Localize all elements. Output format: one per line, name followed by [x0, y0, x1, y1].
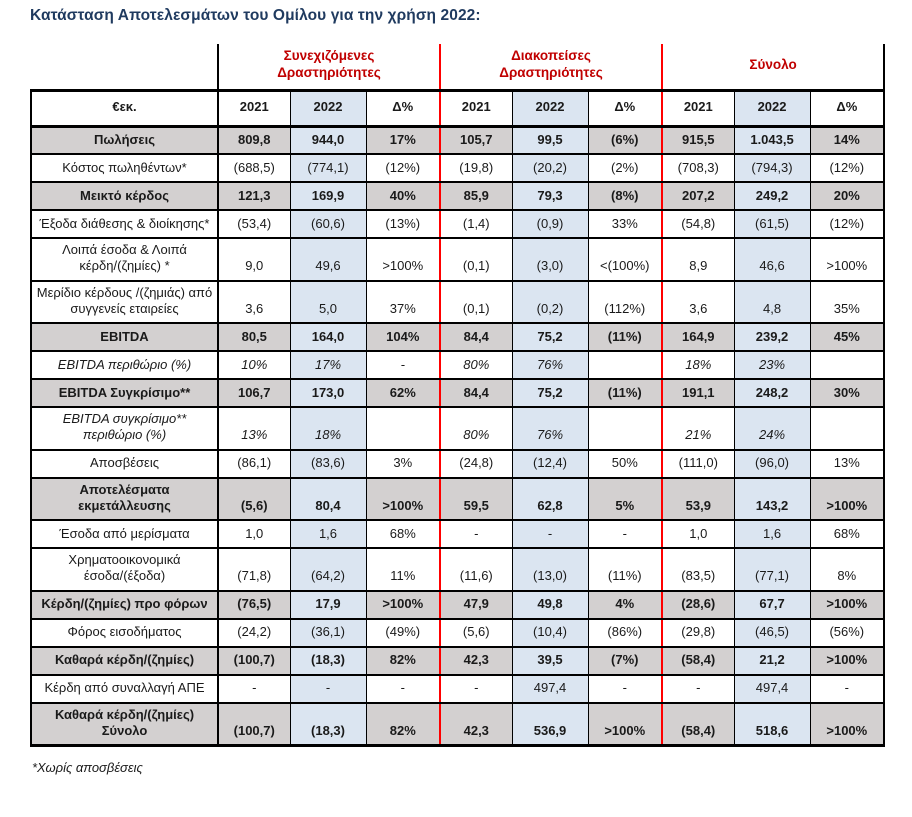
value-cell: 164,0	[290, 323, 366, 351]
col-header-total-2022: 2022	[734, 90, 810, 126]
table-row	[31, 126, 884, 154]
value-cell: 42,3	[440, 647, 512, 675]
value-cell: 84,4	[440, 379, 512, 407]
table-row	[31, 210, 884, 238]
value-cell: (5,6)	[440, 619, 512, 647]
value-cell: (54,8)	[662, 210, 734, 238]
row-label: Αποσβέσεις	[31, 450, 218, 478]
value-cell: (20,2)	[512, 154, 588, 182]
value-cell: 30%	[810, 379, 884, 407]
value-cell: 47,9	[440, 591, 512, 619]
value-cell: 13%	[810, 450, 884, 478]
unit-label: €εκ.	[31, 90, 218, 126]
value-cell: (0,1)	[440, 281, 512, 324]
value-cell: 37%	[366, 281, 440, 324]
value-cell: -	[440, 520, 512, 548]
value-cell: 14%	[810, 126, 884, 154]
value-cell: 249,2	[734, 182, 810, 210]
table-row	[31, 647, 884, 675]
table-row	[31, 323, 884, 351]
value-cell	[810, 351, 884, 379]
value-cell: (10,4)	[512, 619, 588, 647]
value-cell: (0,1)	[440, 238, 512, 281]
value-cell: (100,7)	[218, 703, 290, 746]
value-cell: 4%	[588, 591, 662, 619]
group-header-total	[662, 44, 884, 90]
value-cell: 76%	[512, 351, 588, 379]
value-cell: (5,6)	[218, 478, 290, 521]
value-cell: (28,6)	[662, 591, 734, 619]
value-cell: >100%	[810, 703, 884, 746]
value-cell: (77,1)	[734, 548, 810, 591]
value-cell: 53,9	[662, 478, 734, 521]
value-cell: (76,5)	[218, 591, 290, 619]
value-cell: 68%	[366, 520, 440, 548]
value-cell: (36,1)	[290, 619, 366, 647]
row-label: Μερίδιο κέρδους /(ζημιάς) από συγγενείς εταιρείες	[31, 281, 218, 324]
value-cell: (3,0)	[512, 238, 588, 281]
table-row	[31, 548, 884, 591]
value-cell: (64,2)	[290, 548, 366, 591]
value-cell: 1,6	[290, 520, 366, 548]
value-cell: 76%	[512, 407, 588, 450]
table-row	[31, 238, 884, 281]
value-cell: 9,0	[218, 238, 290, 281]
value-cell: 84,4	[440, 323, 512, 351]
table-row	[31, 478, 884, 521]
col-header-continuing-delta: Δ%	[366, 90, 440, 126]
value-cell: 518,6	[734, 703, 810, 746]
value-cell	[810, 407, 884, 450]
value-cell: 1,0	[662, 520, 734, 548]
value-cell: (100,7)	[218, 647, 290, 675]
value-cell: 169,9	[290, 182, 366, 210]
value-cell: 49,8	[512, 591, 588, 619]
row-label: Φόρος εισοδήματος	[31, 619, 218, 647]
value-cell: >100%	[366, 591, 440, 619]
income-statement-table	[30, 44, 885, 747]
value-cell: 17%	[366, 126, 440, 154]
value-cell: 82%	[366, 647, 440, 675]
row-label: Πωλήσεις	[31, 126, 218, 154]
col-header-total-2021: 2021	[662, 90, 734, 126]
value-cell: (13,0)	[512, 548, 588, 591]
row-label: Χρηματοοικονομικά έσοδα/(έξοδα)	[31, 548, 218, 591]
table-row	[31, 154, 884, 182]
value-cell: >100%	[366, 238, 440, 281]
row-label: EBITDA συγκρίσιμο** περιθώριο (%)	[31, 407, 218, 450]
value-cell: 21%	[662, 407, 734, 450]
value-cell: 79,3	[512, 182, 588, 210]
value-cell: 173,0	[290, 379, 366, 407]
value-cell: (61,5)	[734, 210, 810, 238]
value-cell: 10%	[218, 351, 290, 379]
col-header-discontinued-2022: 2022	[512, 90, 588, 126]
value-cell: (11%)	[588, 548, 662, 591]
value-cell: 21,2	[734, 647, 810, 675]
value-cell: 239,2	[734, 323, 810, 351]
value-cell: (29,8)	[662, 619, 734, 647]
value-cell: (18,3)	[290, 647, 366, 675]
value-cell: 23%	[734, 351, 810, 379]
row-label: Κέρδη/(ζημίες) προ φόρων	[31, 591, 218, 619]
value-cell: (24,2)	[218, 619, 290, 647]
value-cell: 3,6	[662, 281, 734, 324]
value-cell: 207,2	[662, 182, 734, 210]
value-cell: 105,7	[440, 126, 512, 154]
value-cell: 99,5	[512, 126, 588, 154]
value-cell: 68%	[810, 520, 884, 548]
value-cell: (111,0)	[662, 450, 734, 478]
value-cell: (58,4)	[662, 703, 734, 746]
value-cell: 1,0	[218, 520, 290, 548]
value-cell: 143,2	[734, 478, 810, 521]
value-cell: 85,9	[440, 182, 512, 210]
row-label: EBITDA περιθώριο (%)	[31, 351, 218, 379]
value-cell: -	[290, 675, 366, 703]
value-cell: (1,4)	[440, 210, 512, 238]
table-row	[31, 281, 884, 324]
row-label: EBITDA	[31, 323, 218, 351]
value-cell: (7%)	[588, 647, 662, 675]
group-header-continuing	[218, 44, 440, 90]
group-header-row	[31, 44, 884, 90]
value-cell: 106,7	[218, 379, 290, 407]
value-cell: 191,1	[662, 379, 734, 407]
value-cell: 11%	[366, 548, 440, 591]
value-cell: 3,6	[218, 281, 290, 324]
value-cell: (794,3)	[734, 154, 810, 182]
value-cell: (11%)	[588, 323, 662, 351]
value-cell: 82%	[366, 703, 440, 746]
value-cell: 5%	[588, 478, 662, 521]
value-cell: (53,4)	[218, 210, 290, 238]
value-cell: 50%	[588, 450, 662, 478]
footnote: *Χωρίς αποσβέσεις	[32, 760, 143, 775]
table-row	[31, 182, 884, 210]
value-cell: 59,5	[440, 478, 512, 521]
value-cell: 17,9	[290, 591, 366, 619]
value-cell: (49%)	[366, 619, 440, 647]
row-label: Κέρδη από συναλλαγή ΑΠΕ	[31, 675, 218, 703]
group-header-discontinued-label: Διακοπείσες Δραστηριότητες	[499, 48, 603, 81]
value-cell: 1,6	[734, 520, 810, 548]
row-label: Καθαρά κέρδη/(ζημίες)	[31, 647, 218, 675]
value-cell: 46,6	[734, 238, 810, 281]
value-cell: (19,8)	[440, 154, 512, 182]
table-row	[31, 351, 884, 379]
value-cell: 49,6	[290, 238, 366, 281]
value-cell: -	[366, 675, 440, 703]
value-cell: (18,3)	[290, 703, 366, 746]
value-cell	[366, 407, 440, 450]
table-row	[31, 703, 884, 746]
value-cell: -	[588, 675, 662, 703]
value-cell: 62%	[366, 379, 440, 407]
value-cell: 80,4	[290, 478, 366, 521]
value-cell: (24,8)	[440, 450, 512, 478]
col-header-discontinued-2021: 2021	[440, 90, 512, 126]
group-header-continuing-label: Συνεχιζόμενες Δραστηριότητες	[277, 48, 381, 81]
value-cell: (2%)	[588, 154, 662, 182]
value-cell: 75,2	[512, 379, 588, 407]
value-cell: (86%)	[588, 619, 662, 647]
value-cell: 39,5	[512, 647, 588, 675]
table-row	[31, 619, 884, 647]
value-cell: 33%	[588, 210, 662, 238]
value-cell: >100%	[588, 703, 662, 746]
value-cell: (11%)	[588, 379, 662, 407]
table-row	[31, 591, 884, 619]
value-cell: (0,9)	[512, 210, 588, 238]
value-cell: >100%	[810, 478, 884, 521]
value-cell: 80%	[440, 351, 512, 379]
value-cell: (12%)	[810, 154, 884, 182]
value-cell: <(100%)	[588, 238, 662, 281]
value-cell: (83,5)	[662, 548, 734, 591]
value-cell: 5,0	[290, 281, 366, 324]
value-cell: 35%	[810, 281, 884, 324]
value-cell: (12%)	[366, 154, 440, 182]
value-cell: 20%	[810, 182, 884, 210]
value-cell: >100%	[810, 591, 884, 619]
table-body	[31, 126, 884, 746]
col-header-total-delta: Δ%	[810, 90, 884, 126]
value-cell: 62,8	[512, 478, 588, 521]
col-header-continuing-2022: 2022	[290, 90, 366, 126]
table-row	[31, 450, 884, 478]
value-cell: 18%	[290, 407, 366, 450]
value-cell: 18%	[662, 351, 734, 379]
row-label: Έξοδα διάθεσης & διοίκησης*	[31, 210, 218, 238]
value-cell: (774,1)	[290, 154, 366, 182]
value-cell: 8%	[810, 548, 884, 591]
value-cell: 248,2	[734, 379, 810, 407]
value-cell: -	[588, 520, 662, 548]
row-label: Αποτελέσματα εκμετάλλευσης	[31, 478, 218, 521]
table-row	[31, 407, 884, 450]
value-cell: -	[366, 351, 440, 379]
value-cell: 164,9	[662, 323, 734, 351]
row-label: Λοιπά έσοδα & Λοιπά κέρδη/(ζημίες) *	[31, 238, 218, 281]
row-label: Κόστος πωληθέντων*	[31, 154, 218, 182]
value-cell: (8%)	[588, 182, 662, 210]
value-cell: (6%)	[588, 126, 662, 154]
value-cell: 536,9	[512, 703, 588, 746]
value-cell: -	[662, 675, 734, 703]
value-cell: -	[512, 520, 588, 548]
row-label: Μεικτό κέρδος	[31, 182, 218, 210]
table-row	[31, 520, 884, 548]
col-header-continuing-2021: 2021	[218, 90, 290, 126]
corner-cell	[31, 44, 218, 90]
value-cell: 80,5	[218, 323, 290, 351]
value-cell: -	[440, 675, 512, 703]
value-cell: (12,4)	[512, 450, 588, 478]
value-cell: (0,2)	[512, 281, 588, 324]
column-header-row	[31, 90, 884, 126]
value-cell: 3%	[366, 450, 440, 478]
value-cell: 17%	[290, 351, 366, 379]
table-row	[31, 675, 884, 703]
value-cell: (46,5)	[734, 619, 810, 647]
value-cell: -	[810, 675, 884, 703]
value-cell: -	[218, 675, 290, 703]
row-label: EBITDA Συγκρίσιμο**	[31, 379, 218, 407]
page-title: Κατάσταση Αποτελεσμάτων του Ομίλου για την χρήση 2022:	[30, 7, 481, 24]
value-cell: 42,3	[440, 703, 512, 746]
value-cell: >100%	[810, 647, 884, 675]
value-cell: 13%	[218, 407, 290, 450]
value-cell: 40%	[366, 182, 440, 210]
value-cell: 24%	[734, 407, 810, 450]
value-cell: (58,4)	[662, 647, 734, 675]
value-cell: (56%)	[810, 619, 884, 647]
value-cell: 497,4	[512, 675, 588, 703]
value-cell: 67,7	[734, 591, 810, 619]
value-cell: 75,2	[512, 323, 588, 351]
value-cell: (13%)	[366, 210, 440, 238]
value-cell: (12%)	[810, 210, 884, 238]
value-cell: (96,0)	[734, 450, 810, 478]
value-cell: 944,0	[290, 126, 366, 154]
value-cell: 80%	[440, 407, 512, 450]
row-label: Έσοδα από μερίσματα	[31, 520, 218, 548]
value-cell: 497,4	[734, 675, 810, 703]
value-cell: >100%	[366, 478, 440, 521]
value-cell: (688,5)	[218, 154, 290, 182]
value-cell: (83,6)	[290, 450, 366, 478]
value-cell: 915,5	[662, 126, 734, 154]
value-cell: (60,6)	[290, 210, 366, 238]
value-cell: 104%	[366, 323, 440, 351]
col-header-discontinued-delta: Δ%	[588, 90, 662, 126]
value-cell: (86,1)	[218, 450, 290, 478]
value-cell: 45%	[810, 323, 884, 351]
value-cell: 809,8	[218, 126, 290, 154]
group-header-discontinued	[440, 44, 662, 90]
value-cell	[588, 351, 662, 379]
table-row	[31, 379, 884, 407]
row-label: Καθαρά κέρδη/(ζημίες) Σύνολο	[31, 703, 218, 746]
value-cell: 121,3	[218, 182, 290, 210]
value-cell: (112%)	[588, 281, 662, 324]
value-cell: (11,6)	[440, 548, 512, 591]
value-cell: 1.043,5	[734, 126, 810, 154]
value-cell: >100%	[810, 238, 884, 281]
value-cell: (71,8)	[218, 548, 290, 591]
value-cell: 4,8	[734, 281, 810, 324]
group-header-total-label: Σύνολο	[749, 56, 797, 72]
value-cell: 8,9	[662, 238, 734, 281]
value-cell	[588, 407, 662, 450]
value-cell: (708,3)	[662, 154, 734, 182]
